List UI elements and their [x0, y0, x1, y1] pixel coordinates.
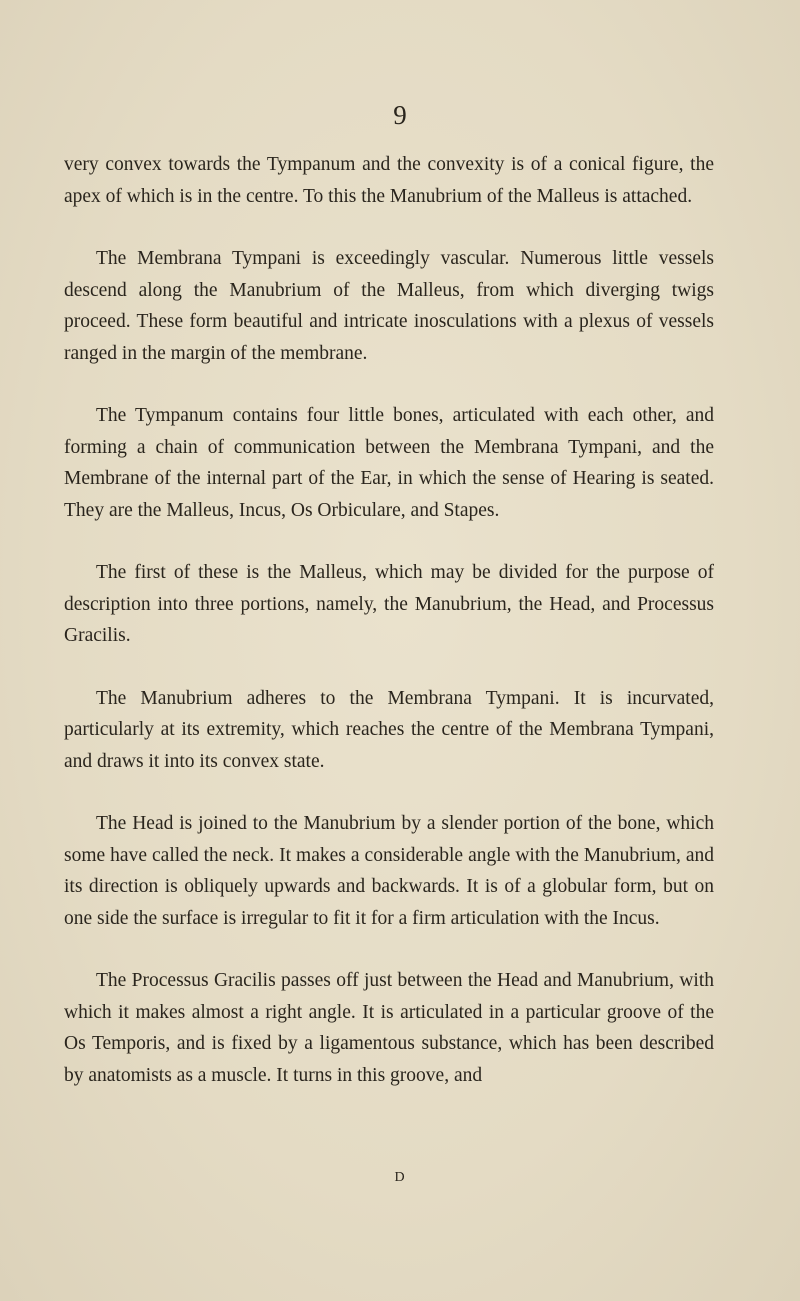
paragraph: The Processus Gracilis passes off just between the Head and Manubrium, with which it makes almost a right angle. It is articulated in a particular groove of the Os Temporis, and is fixed by a ligamentous substance, which has been described by anatomists as a muscle. It turns in this groove, and	[64, 970, 714, 1086]
paragraph: The Tympanum contains four little bones, articulated with each other, and forming a chain of communication between the Membrana Tympani, and the Membrane of the internal part of the Ear, in which the sense of Hearing is seated. They are the Malleus, Incus, Os Orbiculare, and Stapes.	[64, 405, 714, 521]
paragraph: The Head is joined to the Manubrium by a slender portion of the bone, which some have called the neck. It makes a considerable angle with the Manubrium, and its direction is obliquely upwards and backwards. It is of a globular form, but on one side the surface is irregular to fit it for a firm articulation with the Incus.	[64, 813, 714, 929]
body-text	[64, 149, 714, 1091]
paragraph: The Membrana Tympani is exceedingly vascular. Numerous little vessels descend along the Manubrium of the Malleus, from which diverging twigs proceed. These form beautiful and intricate inosculations with a plexus of vessels ranged in the margin of the membrane.	[64, 248, 714, 364]
paragraph: very convex towards the Tympanum and the convexity is of a conical figure, the apex of which is in the centre. To this the Manubrium of the Malleus is attached.	[64, 154, 714, 207]
paragraph: The Manubrium adheres to the Membrana Tympani. It is incurvated, particularly at its extremity, which reaches the centre of the Membrana Tympani, and draws it into its convex state.	[64, 687, 714, 772]
signature-mark: D	[394, 1170, 406, 1185]
page-number: 9	[393, 100, 407, 130]
paragraph: The first of these is the Malleus, which may be divided for the purpose of description into three portions, namely, the Manubrium, the Head, and Processus Gracilis.	[64, 562, 714, 646]
